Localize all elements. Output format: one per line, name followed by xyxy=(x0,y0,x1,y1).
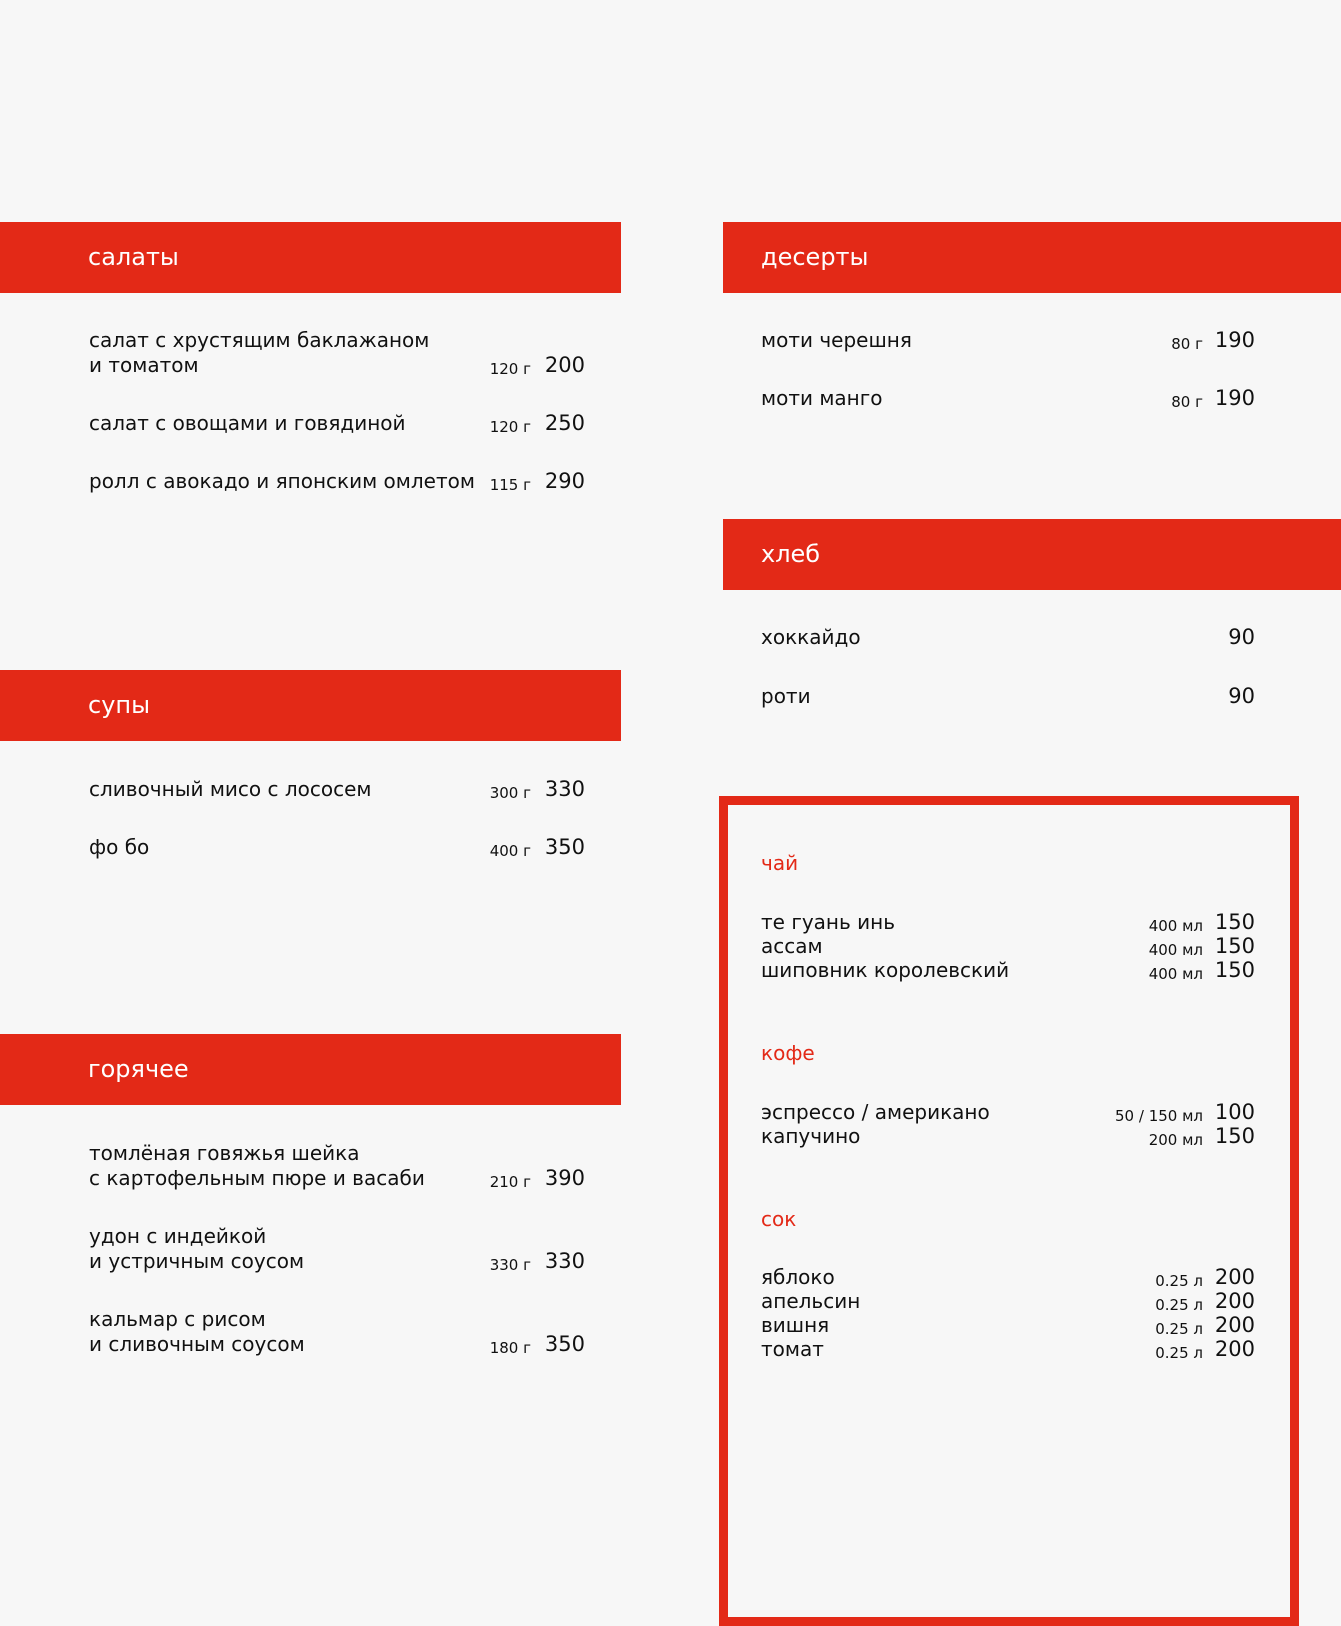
menu-item xyxy=(89,1224,585,1274)
item-name: хоккайдо xyxy=(761,625,861,649)
drink-name: яблоко xyxy=(761,1265,835,1289)
drink-volume: 200 мл xyxy=(1148,1131,1203,1149)
drink-name: шиповник королевский xyxy=(761,958,1010,982)
drink-volume: 400 мл xyxy=(1148,917,1203,935)
drink-price: 150 xyxy=(1214,958,1255,982)
drink-price: 150 xyxy=(1214,910,1255,934)
menu-item xyxy=(89,469,585,494)
menu-item xyxy=(89,1307,585,1357)
item-price: 200 xyxy=(544,353,585,377)
drink-name: апельсин xyxy=(761,1289,861,1313)
menu-item xyxy=(761,684,1255,709)
item-price: 330 xyxy=(544,1249,585,1273)
drink-volume: 0.25 л xyxy=(1155,1320,1203,1338)
drink-volume: 400 мл xyxy=(1148,965,1203,983)
section-banner-salads xyxy=(0,222,621,293)
menu-item xyxy=(89,777,585,802)
item-name: томлёная говяжья шейка xyxy=(89,1141,360,1165)
drink-volume: 0.25 л xyxy=(1155,1272,1203,1290)
section-title-bread: хлеб xyxy=(761,540,821,568)
drink-name: эспрессо / американо xyxy=(761,1100,990,1124)
drink-volume: 400 мл xyxy=(1148,941,1203,959)
drinks-subhead-coffee: кофе xyxy=(761,1041,815,1065)
item-weight: 210 г xyxy=(489,1173,531,1191)
drink-name: ассам xyxy=(761,934,823,958)
section-banner-hot xyxy=(0,1034,621,1105)
drink-row xyxy=(761,958,1255,983)
item-weight: 330 г xyxy=(489,1256,531,1274)
drink-price: 200 xyxy=(1214,1265,1255,1289)
item-price: 350 xyxy=(544,1332,585,1356)
item-price: 190 xyxy=(1214,386,1255,410)
drink-row xyxy=(761,910,1255,935)
menu-item xyxy=(761,386,1255,411)
section-title-salads: салаты xyxy=(88,243,179,271)
drink-price: 100 xyxy=(1214,1100,1255,1124)
drink-volume: 0.25 л xyxy=(1155,1296,1203,1314)
drinks-subhead-tea: чай xyxy=(761,851,799,875)
drink-row xyxy=(761,934,1255,959)
item-name: салат с хрустящим баклажаном xyxy=(89,328,430,352)
item-price: 90 xyxy=(1228,625,1255,649)
drink-volume: 50 / 150 мл xyxy=(1115,1107,1203,1125)
item-name: и устричным соусом xyxy=(89,1249,305,1273)
drink-price: 150 xyxy=(1214,934,1255,958)
item-weight: 300 г xyxy=(489,784,531,802)
drink-row xyxy=(761,1100,1255,1125)
drink-row xyxy=(761,1265,1255,1290)
item-weight: 180 г xyxy=(489,1339,531,1357)
menu-item xyxy=(89,1141,585,1191)
item-name: моти манго xyxy=(761,386,883,410)
section-banner-bread xyxy=(723,519,1341,590)
item-name: с картофельным пюре и васаби xyxy=(89,1166,425,1190)
item-weight: 80 г xyxy=(1171,335,1203,353)
item-name: фо бо xyxy=(89,835,150,859)
item-name: моти черешня xyxy=(761,328,912,352)
section-banner-desserts xyxy=(723,222,1341,293)
section-title-desserts: десерты xyxy=(761,243,869,271)
menu-item xyxy=(761,625,1255,650)
menu-item xyxy=(761,328,1255,353)
item-price: 290 xyxy=(544,469,585,493)
item-weight: 120 г xyxy=(489,418,531,436)
item-price: 330 xyxy=(544,777,585,801)
item-price: 90 xyxy=(1228,684,1255,708)
item-name: ролл с авокадо и японским омлетом xyxy=(89,469,475,493)
section-banner-soups xyxy=(0,670,621,741)
item-name: салат с овощами и говядиной xyxy=(89,411,406,435)
drink-row xyxy=(761,1289,1255,1314)
item-name: кальмар с рисом xyxy=(89,1307,266,1331)
item-weight: 80 г xyxy=(1171,393,1203,411)
menu-item xyxy=(89,835,585,860)
section-title-soups: супы xyxy=(88,691,151,719)
menu-item xyxy=(89,328,585,378)
menu-item xyxy=(89,411,585,436)
item-price: 190 xyxy=(1214,328,1255,352)
drink-price: 200 xyxy=(1214,1313,1255,1337)
drink-volume: 0.25 л xyxy=(1155,1344,1203,1362)
item-name: и томатом xyxy=(89,353,199,377)
drink-name: вишня xyxy=(761,1313,830,1337)
drink-row xyxy=(761,1313,1255,1338)
drink-name: те гуань инь xyxy=(761,910,895,934)
drink-row xyxy=(761,1337,1255,1362)
item-price: 250 xyxy=(544,411,585,435)
drink-price: 200 xyxy=(1214,1337,1255,1361)
item-weight: 115 г xyxy=(489,476,531,494)
item-name: роти xyxy=(761,684,811,708)
item-weight: 400 г xyxy=(489,842,531,860)
item-weight: 120 г xyxy=(489,360,531,378)
drink-price: 200 xyxy=(1214,1289,1255,1313)
section-title-hot: горячее xyxy=(88,1055,189,1083)
item-name: удон с индейкой xyxy=(89,1224,267,1248)
item-price: 390 xyxy=(544,1166,585,1190)
drink-price: 150 xyxy=(1214,1124,1255,1148)
drink-name: капучино xyxy=(761,1124,861,1148)
item-price: 350 xyxy=(544,835,585,859)
drink-name: томат xyxy=(761,1337,824,1361)
drink-row xyxy=(761,1124,1255,1149)
drinks-subhead-juice: сок xyxy=(761,1207,797,1231)
item-name: сливочный мисо с лососем xyxy=(89,777,372,801)
item-name: и сливочным соусом xyxy=(89,1332,305,1356)
